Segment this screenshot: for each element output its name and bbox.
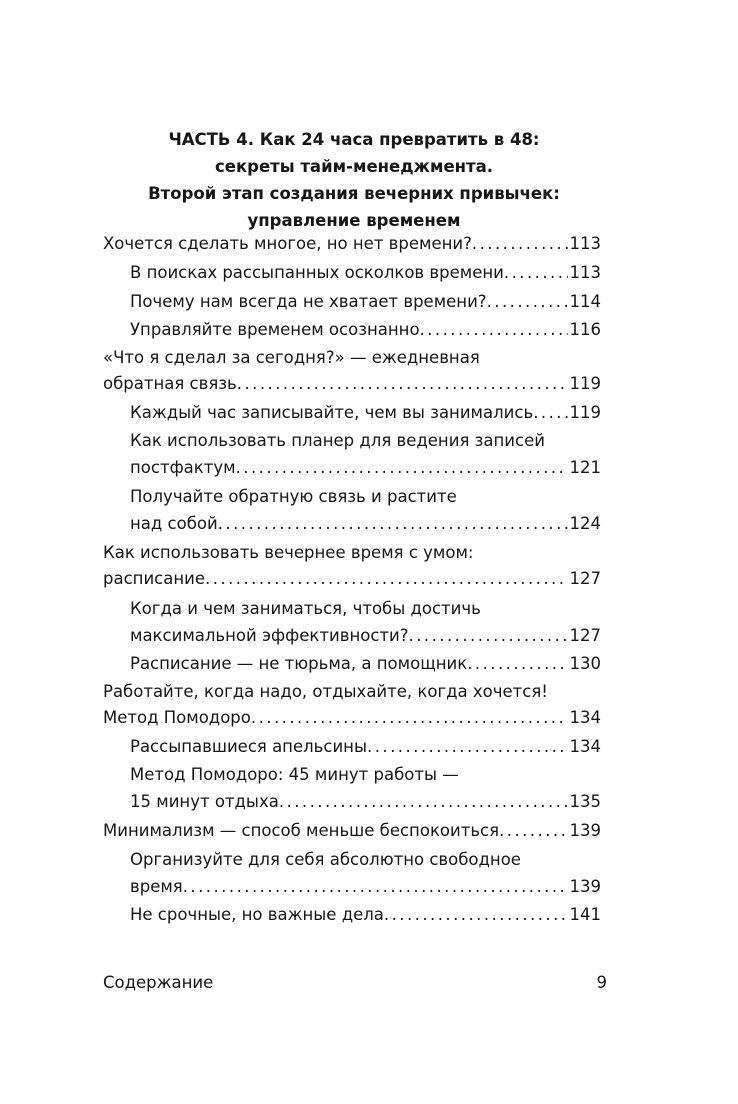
toc-entry[interactable]	[103, 370, 601, 398]
toc-entry-title: Как использовать планер для ведения записей	[130, 431, 545, 450]
dot-leader	[487, 288, 568, 316]
toc-entry[interactable]	[130, 454, 601, 482]
toc-entry-title: «Что я сделал за сегодня?» — ежедневная	[103, 348, 480, 367]
dot-leader	[420, 316, 568, 344]
toc-entry[interactable]	[130, 316, 601, 344]
dot-leader	[467, 650, 567, 678]
toc-entry-page: 127	[569, 626, 601, 645]
toc-entry-title: Хочется сделать многое, но нет времени?	[103, 234, 472, 253]
toc-entry-page: 135	[569, 792, 601, 811]
toc-entry[interactable]	[130, 873, 601, 901]
toc-entry-title: Минимализм — способ меньше беспокоиться	[103, 821, 500, 840]
dot-leader	[533, 399, 567, 427]
page-number: 9	[596, 973, 607, 992]
dot-leader	[409, 622, 568, 650]
part-heading-line: ЧАСТЬ 4. Как 24 часа превратить в 48:	[168, 130, 540, 149]
running-footer-section: Содержание	[103, 973, 214, 992]
toc-entry-page: 119	[569, 403, 601, 422]
toc-entry[interactable]	[130, 733, 601, 761]
toc-entry-continued[interactable]	[130, 483, 601, 511]
toc-entry[interactable]	[130, 510, 601, 538]
part-heading-line: Второй этап создания вечерних привычек:	[148, 184, 560, 203]
part-heading	[103, 126, 605, 234]
toc-entry-page: 127	[569, 569, 601, 588]
dot-leader	[251, 704, 568, 732]
toc-entry-page: 130	[569, 654, 601, 673]
toc-entry-page: 139	[569, 877, 601, 896]
toc-entry-title: Не срочные, но важные дела	[130, 905, 384, 924]
toc-entry-page: 116	[569, 320, 601, 339]
toc-entry[interactable]	[103, 704, 601, 732]
toc-entry-page: 141	[569, 905, 601, 924]
toc-entry[interactable]	[130, 901, 601, 929]
dot-leader	[367, 733, 567, 761]
toc-entry-title: постфактум	[130, 458, 236, 477]
toc-entry-title: 15 минут отдыха	[130, 792, 279, 811]
toc-entry-title: Метод Помодоро: 45 минут работы —	[130, 765, 459, 784]
toc-entry-title: максимальной эффективности?	[130, 626, 409, 645]
toc-entry-continued[interactable]	[130, 761, 601, 789]
toc-entry-title: Почему нам всегда не хватает времени?	[130, 292, 487, 311]
toc-entry-page: 124	[569, 514, 601, 533]
dot-leader	[384, 901, 568, 929]
toc-entry-page: 113	[569, 263, 601, 282]
dot-leader	[218, 510, 568, 538]
dot-leader	[499, 817, 567, 845]
toc-entry-page: 119	[569, 374, 601, 393]
toc-entry-title: Каждый час записывайте, чем вы занимались	[130, 403, 534, 422]
toc-entry[interactable]	[130, 622, 601, 650]
toc-entry[interactable]	[103, 817, 601, 845]
toc-entry-page: 134	[569, 708, 601, 727]
toc-entry-continued[interactable]	[103, 539, 601, 567]
toc-entry[interactable]	[130, 650, 601, 678]
toc-entry-page: 121	[569, 458, 601, 477]
toc-entry-continued[interactable]	[103, 344, 601, 372]
toc-entry-title: Расписание — не тюрьма, а помощник	[130, 654, 468, 673]
toc-entry-continued[interactable]	[130, 595, 601, 623]
toc-entry[interactable]	[130, 288, 601, 316]
toc-entry-title: В поисках рассыпанных осколков времени	[130, 263, 504, 282]
part-heading-line: секреты тайм-менеджмента.	[214, 157, 494, 176]
dot-leader	[183, 873, 568, 901]
dot-leader	[237, 370, 568, 398]
toc-entry-title: расписание	[103, 569, 206, 588]
toc-entry-title: над собой	[130, 514, 218, 533]
dot-leader	[279, 788, 568, 816]
toc-entry-continued[interactable]	[103, 678, 601, 706]
toc-entry-page: 114	[569, 292, 601, 311]
toc-entry-title: Управляйте временем осознанно	[130, 320, 420, 339]
toc-entry-title: время	[130, 877, 183, 896]
toc-entry-title: Когда и чем заниматься, чтобы достичь	[130, 599, 481, 618]
toc-entry-title: Работайте, когда надо, отдыхайте, когда хочется!	[103, 682, 548, 701]
dot-leader	[472, 230, 568, 258]
toc-entry[interactable]	[103, 565, 601, 593]
toc-entry-title: Организуйте для себя абсолютно свободное	[130, 850, 521, 869]
toc-entry-title: обратная связь	[103, 374, 237, 393]
toc-entry-title: Как использовать вечернее время с умом:	[103, 543, 474, 562]
dot-leader	[504, 259, 568, 287]
dot-leader	[236, 454, 568, 482]
toc-entry[interactable]	[130, 259, 601, 287]
part-heading-line: управление временем	[247, 211, 461, 230]
toc-entry-page: 113	[569, 234, 601, 253]
toc-entry-title: Метод Помодоро	[103, 708, 251, 727]
toc-entry[interactable]	[130, 399, 601, 427]
toc-entry[interactable]	[130, 788, 601, 816]
toc-entry-page: 134	[569, 737, 601, 756]
toc-entry-continued[interactable]	[130, 846, 601, 874]
dot-leader	[205, 565, 567, 593]
toc-entry-title: Получайте обратную связь и растите	[130, 487, 457, 506]
toc-entry[interactable]	[103, 230, 601, 258]
toc-entry-title: Рассыпавшиеся апельсины	[130, 737, 368, 756]
toc-entry-page: 139	[569, 821, 601, 840]
toc-entry-continued[interactable]	[130, 427, 601, 455]
page-footer	[103, 971, 607, 995]
